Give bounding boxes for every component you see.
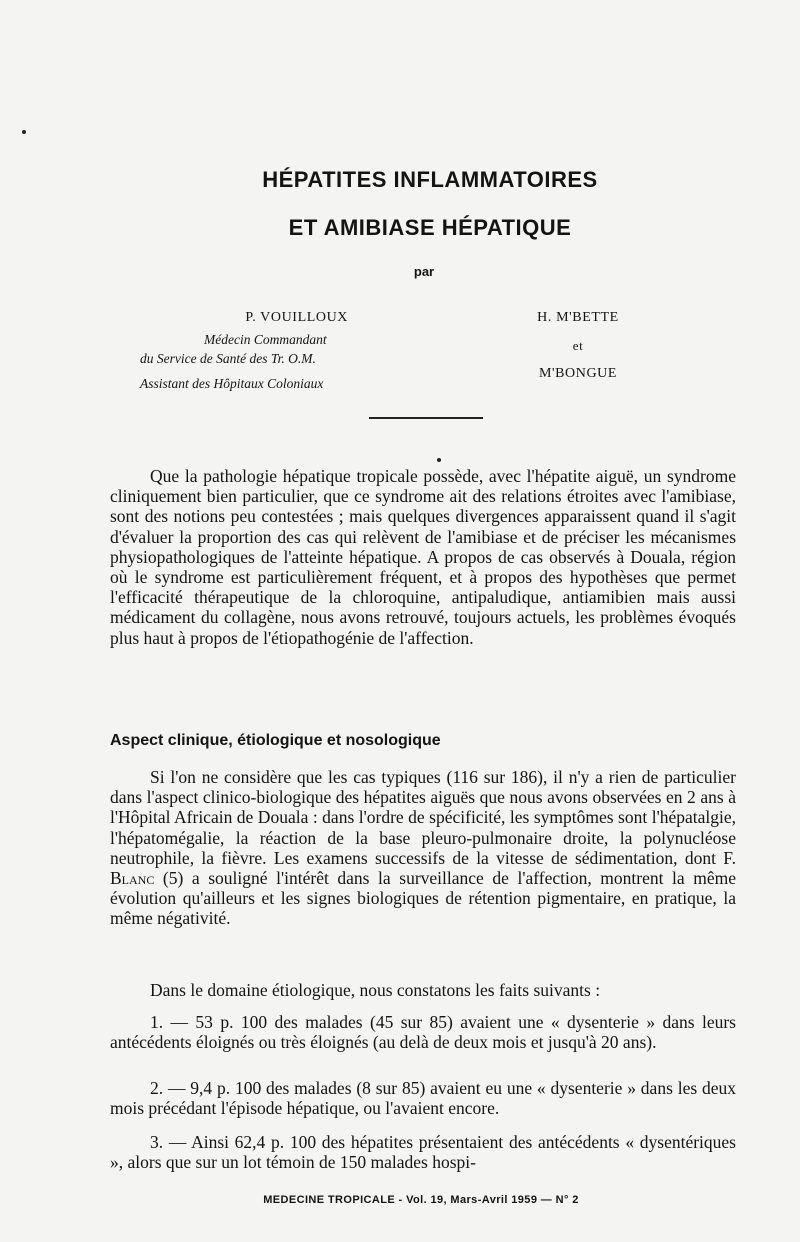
title-line-1: HÉPATITES INFLAMMATOIRES	[262, 167, 598, 192]
author-left-role-1: Médecin Commandant	[204, 332, 327, 347]
author-left-name: P. VOUILLOUX	[245, 310, 348, 325]
etiology-lead: Dans le domaine étiologique, nous constatons les faits suivants :	[150, 980, 601, 1000]
title-line-2: ET AMIBIASE HÉPATIQUE	[288, 215, 572, 240]
separator-rule	[369, 417, 483, 419]
journal-footer: MEDECINE TROPICALE - Vol. 19, Mars-Avril 1959 — N° 2	[263, 1194, 579, 1206]
clinical-paragraph	[110, 767, 736, 929]
author-left-role-3: Assistant des Hôpitaux Coloniaux	[140, 376, 324, 391]
clinical-text-a: Si l'on ne considère que les cas typiques (116 sur 186), il n'y a rien de particulier dans l'aspect clinico-biologique des hépatites aiguës que nous avons observées en 2 ans à l'Hôpital Africain de Douala : dans l'ordre de spécificité, les symptômes sont l'hépatalgie, l'hépatomégalie, la réaction de la base pleuro-pulmonaire droite, la polynucléose neutrophile, la fièvre. Les examens successifs de la vitesse de sédimentation, dont F.	[110, 767, 736, 868]
author-right-block	[518, 310, 638, 382]
author-right-name-1: H. M'BETTE	[537, 310, 619, 325]
list-item-1: 1. — 53 p. 100 des malades (45 sur 85) avaient une « dysenterie » dans leurs antécédents éloignés ou très éloignés (au delà de deux mois et jusqu'à 20 ans).	[110, 1012, 736, 1053]
author-left-block	[110, 310, 400, 393]
par-label: par	[413, 264, 435, 279]
cited-author: Blanc	[110, 868, 155, 889]
clinical-text-b: (5) a souligné l'intérêt dans la surveillance de l'affection, montrent la même évolution qu'ailleurs et les signes biologiques de rétention pigmentaire, en pratique, la même négativité.	[110, 868, 737, 929]
intro-paragraph: Que la pathologie hépatique tropicale possède, avec l'hépatite aiguë, un syndrome cliniquement bien particulier, que ce syndrome ait des relations étroites avec l'amibiase, sont des notions peu contestées ; mais quelques divergences apparaissent quand il s'agit d'évaluer la proportion des cas qui relèvent de l'amibiase et de préciser les mécanismes physiopathologiques de l'atteinte hépatique. A propos de cas observés à Douala, région où le syndrome est particulièrement fréquent, et à propos des hypothèses que permet l'efficacité thérapeutique de la chloroquine, antipaludique, antiamibien mais aussi médicament du collagène, nous avons retrouvé, toujours actuels, les problèmes évoqués plus haut à propos de l'étiopathogénie de l'affection.	[110, 466, 736, 648]
section-heading: Aspect clinique, étiologique et nosologique	[110, 732, 441, 749]
author-left-role-2: du Service de Santé des Tr. O.M.	[140, 351, 316, 366]
author-right-conjunction: et	[572, 338, 584, 353]
list-item-3: 3. — Ainsi 62,4 p. 100 des hépatites présentaient des antécédents « dysentériques », alors que sur un lot témoin de 150 malades hospi-	[110, 1132, 736, 1173]
author-right-name-2: M'BONGUE	[538, 366, 618, 381]
speck	[22, 130, 26, 134]
list-item-2: 2. — 9,4 p. 100 des malades (8 sur 85) avaient eu une « dysenterie » dans les deux mois précédant l'épisode hépatique, ou l'avaient encore.	[110, 1078, 736, 1119]
separator-dot	[437, 458, 441, 462]
